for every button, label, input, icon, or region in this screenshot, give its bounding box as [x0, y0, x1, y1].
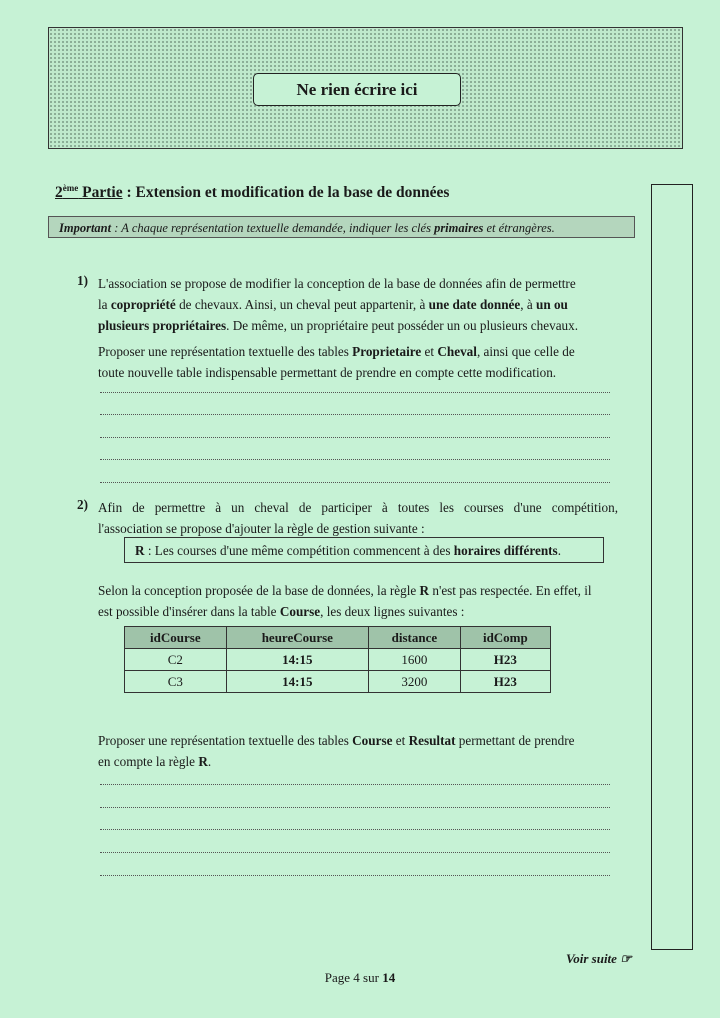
- part-label: Partie: [82, 184, 123, 202]
- answer-line[interactable]: [100, 437, 610, 438]
- question-2-number: 2): [77, 497, 88, 512]
- answer-line[interactable]: [100, 392, 610, 393]
- answer-line[interactable]: [100, 784, 610, 785]
- question-2-task: [98, 730, 620, 772]
- no-write-label: Ne rien écrire ici: [253, 73, 461, 106]
- q1-line: L'association se propose de modifier la conception de la base de données afin de permettre: [98, 276, 576, 291]
- table-header: heureCourse: [226, 627, 368, 649]
- q1-line: plusieurs propriétaires. De même, un propriétaire peut posséder un ou plusieurs chevaux.: [98, 318, 579, 333]
- q2-line: Selon la conception proposée de la base de données, la règle R n'est pas respectée. En effet, il: [98, 583, 592, 598]
- important-end: et étrangères.: [483, 221, 555, 235]
- continue-note: Voir suite ☞: [566, 951, 632, 966]
- q1-line: la copropriété de chevaux. Ainsi, un cheval peut appartenir, à une date donnée, à un ou: [98, 297, 568, 312]
- table-header: idCourse: [125, 627, 227, 649]
- table-cell: H23: [460, 671, 550, 693]
- answer-line[interactable]: [100, 875, 610, 876]
- part-sup: ème: [62, 183, 79, 193]
- page-number: Page 4 sur 14: [324, 970, 396, 985]
- important-note: [48, 216, 635, 238]
- important-bold: primaires: [434, 221, 484, 235]
- important-text: : A chaque représentation textuelle demandée, indiquer les clés: [111, 221, 435, 235]
- important-label: Important: [59, 221, 112, 235]
- answer-line[interactable]: [100, 482, 610, 483]
- q1-line: Proposer une représentation textuelle des tables Proprietaire et Cheval, ainsi que celle de: [98, 344, 575, 359]
- table-cell: H23: [460, 649, 550, 671]
- course-table: [124, 626, 551, 693]
- table-row: [125, 671, 551, 693]
- question-2-context: [98, 580, 626, 622]
- table-cell: C2: [125, 649, 227, 671]
- q2-line: l'association se propose d'ajouter la règle de gestion suivante :: [98, 521, 425, 536]
- rule-box: R : Les courses d'une même compétition commencent à des horaires différents.: [124, 537, 604, 563]
- question-1-number: 1): [77, 273, 88, 288]
- part-title: : Extension et modification de la base de données: [122, 184, 450, 202]
- answer-line[interactable]: [100, 459, 610, 460]
- q2-line: Proposer une représentation textuelle des tables Course et Resultat permettant de prendre: [98, 733, 575, 748]
- table-cell: 14:15: [226, 649, 368, 671]
- question-1-text: [98, 273, 618, 383]
- q2-line: est possible d'insérer dans la table Course, les deux lignes suivantes :: [98, 604, 465, 619]
- table-header-row: [125, 627, 551, 649]
- table-cell: 1600: [369, 649, 461, 671]
- table-cell: 14:15: [226, 671, 368, 693]
- question-2-intro: [98, 497, 618, 539]
- table-header: distance: [369, 627, 461, 649]
- part-number: 2: [55, 184, 63, 202]
- table-header: idComp: [460, 627, 550, 649]
- table-cell: 3200: [369, 671, 461, 693]
- answer-line[interactable]: [100, 829, 610, 830]
- q2-line: en compte la règle R.: [98, 754, 212, 769]
- answer-line[interactable]: [100, 414, 610, 415]
- answer-line[interactable]: [100, 807, 610, 808]
- answer-line[interactable]: [100, 852, 610, 853]
- section-title: [55, 183, 449, 202]
- q2-line: Afin de permettre à un cheval de participer à toutes les courses d'une compétition,: [98, 500, 618, 515]
- table-row: [125, 649, 551, 671]
- q1-line: toute nouvelle table indispensable permettant de prendre en compte cette modification.: [98, 365, 557, 380]
- table-cell: C3: [125, 671, 227, 693]
- margin-box: [651, 184, 693, 950]
